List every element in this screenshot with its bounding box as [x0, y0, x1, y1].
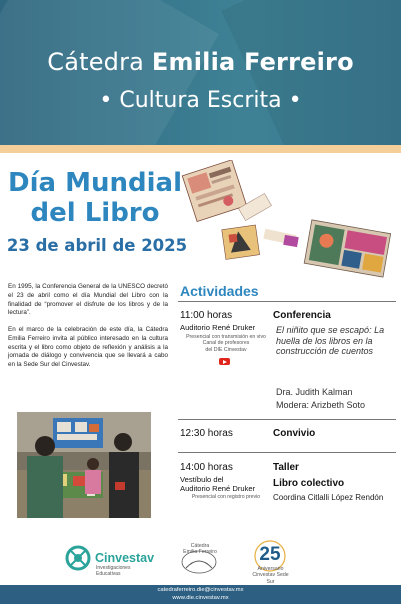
- footer-email[interactable]: catedraferreiro.die@cinvestav.mx: [157, 587, 244, 593]
- children-reading-photo: [17, 412, 151, 518]
- divider: [178, 452, 396, 453]
- accent-strip: [0, 145, 401, 153]
- activities-heading: Actividades: [180, 283, 259, 299]
- workshop-title: Libro colectivo: [273, 478, 345, 489]
- header-banner: [0, 0, 401, 145]
- activity-time: 12:30 horas: [180, 428, 233, 439]
- activity-event-type: Conferencia: [273, 310, 331, 321]
- activity-event-type: Convivio: [273, 428, 316, 439]
- event-title-line1: Día Mundial: [8, 168, 182, 198]
- anniversary-number: 25: [259, 544, 281, 565]
- activity-event-type: Taller: [273, 462, 299, 473]
- activity-note: Presencial con registro previo: [191, 494, 261, 500]
- divider: [178, 301, 396, 302]
- conference-title: El niñito que se escapó: La huella de los libros en la construcción de cuentos: [276, 325, 385, 356]
- activity-venue: Vestíbulo del: [180, 475, 224, 484]
- footer-contact: [0, 585, 401, 604]
- banner-subtitle: • Cultura Escrita •: [99, 88, 302, 113]
- activity-venue: Auditorio René Druker: [180, 484, 256, 493]
- speaker-name: Dra. Judith Kalman: [276, 387, 353, 397]
- activity-time: 14:00 horas: [180, 462, 233, 473]
- banner-title: Cátedra Emilia Ferreiro: [47, 48, 354, 76]
- intro-paragraph: En 1995, la Conferencia General de la UNESCO decretó el 23 de abril como el día Mundial del Libro con la finalidad de “promover el disfrute de los libros y de la lectura”.: [8, 283, 168, 317]
- moderator-name: Modera: Arizbeth Soto: [276, 400, 366, 410]
- anniversary-text: Aniversario Cinvestav Sede Sur: [252, 566, 289, 585]
- cinvestav-name: Cinvestav: [95, 551, 155, 565]
- youtube-icon[interactable]: [219, 358, 230, 365]
- footer-website[interactable]: www.die.cinvestav.mx: [172, 594, 229, 601]
- intro-paragraph: En el marco de la celebración de este día, la Cátedra Emilia Ferreiro invita al público interesado en la cultura escrita y el libro como objeto de reflexión y análisis a la jornada de diálogo y convivencia que se llevará a cabo en la Sede Sur del Cinvestav.: [8, 326, 168, 369]
- cinvestav-subtitle: Investigaciones Educativas: [96, 565, 131, 577]
- divider: [178, 419, 396, 420]
- cinvestav-logo-icon: [67, 547, 89, 569]
- catedra-logo-text: Cátedra Emilia Ferreiro: [183, 543, 217, 556]
- activity-note: Presencial con transmisión en vivo Canal de profesores del DIE Cinvestav: [186, 334, 266, 353]
- activity-time: 11:00 horas: [180, 310, 233, 321]
- event-date: 23 de abril de 2025: [6, 236, 188, 255]
- coordinator-name: Coordina Citlalli López Rendón: [273, 493, 384, 502]
- activity-venue: Auditorio René Druker: [180, 323, 256, 332]
- book-collage-illustration: [180, 160, 395, 280]
- event-title-line2: del Libro: [30, 198, 160, 228]
